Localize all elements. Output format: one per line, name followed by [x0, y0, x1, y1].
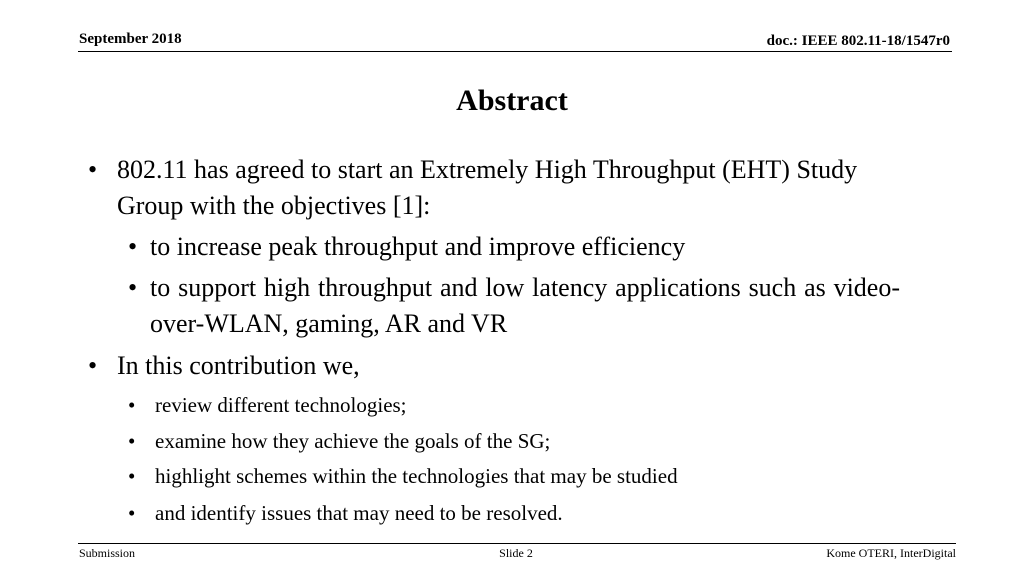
sub-bullet-text: and identify issues that may need to be resolved.	[155, 501, 563, 525]
bullet-dot-icon: •	[128, 501, 136, 525]
bullet-text: In this contribution we,	[117, 351, 360, 380]
bullet-dot-icon: •	[88, 155, 98, 184]
bullet-dot-icon: •	[128, 429, 136, 453]
sub-bullet-text: to support high throughput and low latency applications such as video-over-WLAN, gaming, AR and VR	[150, 273, 900, 338]
slide-title: Abstract	[456, 84, 568, 117]
sub-bullet-text: examine how they achieve the goals of the SG;	[155, 429, 551, 453]
header-doc-id: doc.: IEEE 802.11-18/1547r0	[766, 33, 950, 49]
bullet-dot-icon: •	[128, 464, 136, 488]
bullet-dot-icon: •	[128, 273, 138, 302]
header-divider	[78, 51, 952, 52]
footer-slide-number: Slide 2	[499, 546, 533, 560]
footer-divider	[78, 543, 956, 544]
sub-bullet-text: highlight schemes within the technologies that may be studied	[155, 464, 678, 488]
bullet-dot-icon: •	[128, 393, 136, 417]
sub-bullet-text: review different technologies;	[155, 393, 407, 417]
footer-submission: Submission	[79, 546, 136, 560]
sub-bullet-text: to increase peak throughput and improve efficiency	[150, 232, 686, 261]
header-date: September 2018	[79, 31, 182, 47]
footer-author: Kome OTERI, InterDigital	[826, 546, 956, 560]
bullet-dot-icon: •	[88, 351, 98, 380]
bullet-text: 802.11 has agreed to start an Extremely High Throughput (EHT) Study Group with the objectives [1]:	[117, 155, 858, 220]
bullet-dot-icon: •	[128, 232, 138, 261]
